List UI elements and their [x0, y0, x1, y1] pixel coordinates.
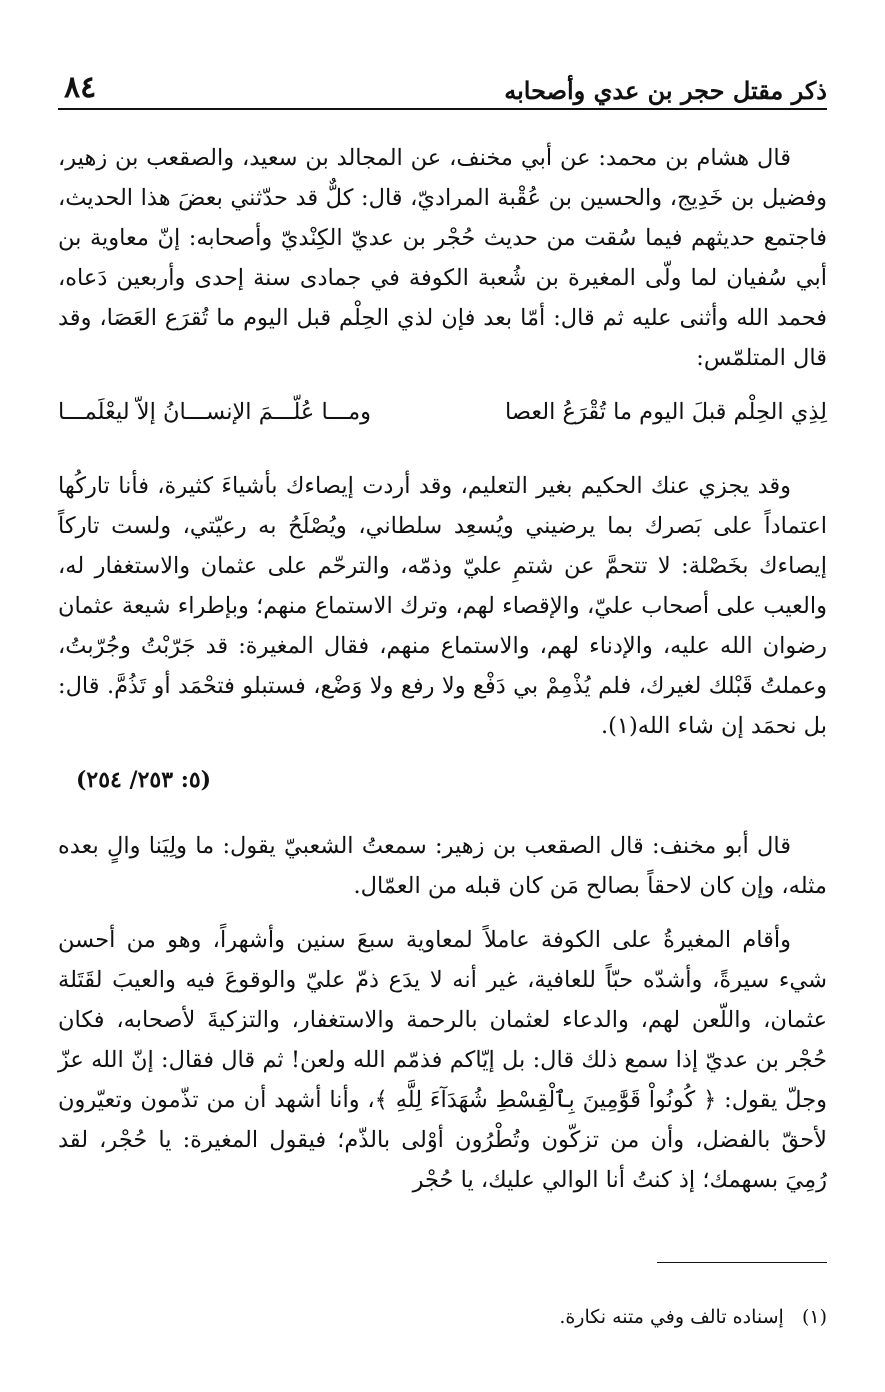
- paragraph-2: وقد يجزي عنك الحكيم بغير التعليم، وقد أردت إيصاءك بأشياءَ كثيرة، فأنا تاركُها اعتماداً على بَصرك بما يرضيني ويُسعِد سلطاني، ويُصْلَحُ به رعيّتي، ولست تاركاً إيصاءك بخَصْلة: لا تتحمَّ عن شتمِ عليّ وذمّه، والترحّم على عثمان والاستغفار له، والعيب على أصحاب عليّ، والإقصاء لهم، وترك الاستماع منهم؛ وبإطراء شيعة عثمان رضوان الله عليه، والإدناء لهم، والاستماع منهم، فقال المغيرة: قد جَرّبْتُ وجُرّبتُ، وعملتُ قَبْلك لغيرك، فلم يُذْمِمْ بي دَفْع ولا رفع ولا وَضْع، فستبلو فتحْمَد أو تَذُمَّ. قال: بل نحمَد إن شاء الله(١).: [58, 473, 827, 739]
- footnote: [58, 1306, 827, 1328]
- source-reference-text: (٥: ٢٥٣/ ٢٥٤): [76, 767, 212, 793]
- page-header: [58, 70, 827, 110]
- footnote-marker: (١): [801, 1306, 827, 1328]
- paragraph-3: قال أبو مخنف: قال الصقعب بن زهير: سمعتُ الشعبيّ يقول: ما ولِيَنا والٍ بعده مثله، وإن كان لاحقاً بصالح مَن كان قبله من العمّال.: [58, 833, 827, 899]
- poem-second-hemistich: ومـــا عُلّـــمَ الإنســـانُ إلاّ ليعْلَمـــا: [58, 399, 372, 425]
- main-text: [58, 138, 827, 1214]
- poem-first-hemistich: لِذِي الحِلْم قبلَ اليوم ما تُقْرَعُ العصا: [505, 399, 827, 425]
- source-reference: [58, 760, 827, 800]
- page-number: ٨٤: [64, 70, 97, 105]
- footnote-text: إسناده تالف وفي متنه نكارة.: [559, 1306, 784, 1328]
- footnote-divider: [657, 1262, 827, 1263]
- paragraph-4: وأقام المغيرةُ على الكوفة عاملاً لمعاوية سبعَ سنين وأشهراً، وهو من أحسن شيء سيرةً، وأشدّه حبّاً للعافية، غير أنه لا يدَع ذمّ عليّ والوقوعَ فيه والعيبَ لقَتَلة عثمان، واللّعن لهم، والدعاء لعثمان بالرحمة والاستغفار، والتزكيةَ لأصحابه، فكان حُجْر بن عديّ إذا سمع ذلك قال: بل إيّاكم فذمّم الله ولعن! ثم قال فقال: إنّ الله عزّ وجلّ يقول: ﴿ كُونُواْ قَوَّٰمِينَ بِٱلْقِسْطِ شُهَدَآءَ لِلَّهِ ﴾، وأنا أشهد أن من تذّمون وتعيّرون لأحقّ بالفضل، وأن من تزكّون وتُطْرُون أوْلى بالذّم؛ فيقول المغيرة: يا حُجْر، لقد رُمِيَ بسهمك؛ إذ كنتُ أنا الوالي عليك، يا حُجْر: [58, 927, 827, 1193]
- paragraph-1: قال هشام بن محمد: عن أبي مخنف، عن المجالد بن سعيد، والصقعب بن زهير، وفضيل بن خَدِيج، والحسين بن عُقْبة المراديّ، قال: كلٌّ قد حدّثني بعضَ هذا الحديث، فاجتمع حديثهم فيما سُقت من حديث حُجْر بن عديّ الكِنْديّ وأصحابه: إنّ معاوية بن أبي سُفيان لما ولّى المغيرة بن شُعبة الكوفة في جمادى سنة إحدى وأربعين دَعاه، فحمد الله وأثنى عليه ثم قال: أمّا بعد فإن لذي الحِلْم قبل اليوم ما تُقرَع العَصَا، وقد قال المتلمّس:: [58, 145, 827, 371]
- running-title: ذكر مقتل حجر بن عدي وأصحابه: [504, 76, 827, 105]
- poem-verse: [58, 392, 827, 432]
